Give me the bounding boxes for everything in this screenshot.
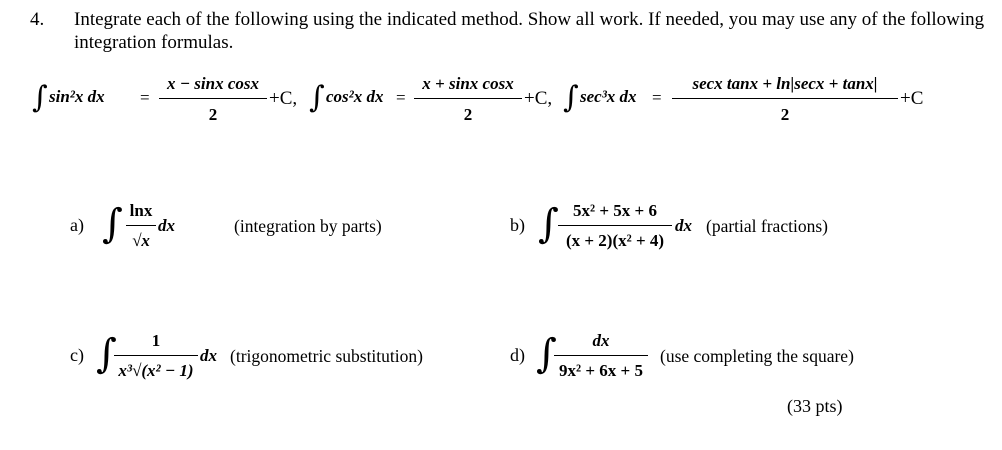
part-a [0, 195, 480, 265]
part-a-label: a) [70, 215, 84, 235]
part-c-fraction [114, 331, 198, 389]
integral-sign: ∫ [102, 201, 123, 247]
fraction-bar [114, 355, 198, 356]
part-d-fraction [554, 331, 648, 389]
formula-1-denominator: 2 [208, 105, 218, 124]
integral-sign: ∫ [536, 331, 557, 377]
formula-2-integrand: cos²x dx [326, 87, 384, 106]
formula-1-equals: = [140, 88, 150, 107]
part-d-label: d) [510, 345, 525, 365]
formula-2-numerator: x + sinx cosx [422, 74, 514, 93]
part-d-denominator: 9x² + 6x + 5 [559, 361, 643, 380]
integral-sign: ∫ [96, 331, 117, 377]
part-c-differential: dx [200, 346, 217, 365]
integral-sign: ∫ [538, 201, 559, 247]
formula-3-denominator: 2 [780, 105, 790, 124]
part-b-label: b) [510, 215, 525, 235]
formula-2-equals: = [396, 88, 406, 107]
fraction-bar [159, 98, 267, 99]
part-b-method: (partial fractions) [706, 216, 828, 236]
part-c-method: (trigonometric substitution) [230, 346, 423, 366]
part-b-differential: dx [675, 216, 692, 235]
formula-1-fraction [159, 74, 267, 128]
points-label: (33 pts) [787, 396, 843, 416]
formula-3-fraction [672, 74, 898, 128]
formula-3-integrand: sec³x dx [580, 87, 637, 106]
part-a-numerator: lnx [129, 201, 153, 220]
integral-sign: ∫ [563, 80, 579, 115]
formula-3-constant: +C [900, 88, 924, 109]
part-a-differential: dx [158, 216, 175, 235]
part-d [480, 325, 1000, 395]
part-c-label: c) [70, 345, 84, 365]
part-b [480, 195, 1000, 265]
formula-3-equals: = [652, 88, 662, 107]
formula-2-denominator: 2 [463, 105, 473, 124]
fraction-bar [558, 225, 672, 226]
fraction-bar [126, 225, 156, 226]
problem-number: 4. [30, 9, 45, 30]
problem-text: Integrate each of the following using the indicated method. Show all work. If needed, you may use any of the following integration formulas. [74, 9, 985, 53]
formula-1-integrand: sin²x dx [49, 87, 105, 106]
fraction-bar [554, 355, 648, 356]
formula-3-numerator: secx tanx + ln|secx + tanx| [692, 74, 878, 93]
integral-sign: ∫ [32, 80, 48, 115]
part-c [0, 325, 480, 395]
part-c-numerator: 1 [151, 331, 161, 350]
formula-2-fraction [414, 74, 522, 128]
integral-sign: ∫ [309, 80, 325, 115]
part-b-numerator: 5x² + 5x + 6 [573, 201, 657, 220]
formula-1-constant: +C, [269, 88, 298, 109]
formula-row [0, 70, 1002, 130]
part-d-method: (use completing the square) [660, 346, 854, 366]
part-a-denominator: √x [132, 231, 150, 250]
fraction-bar [672, 98, 898, 99]
formula-2-constant: +C, [524, 88, 553, 109]
part-c-denominator: x³√(x² − 1) [118, 361, 194, 380]
part-d-numerator: dx [592, 331, 610, 350]
part-a-fraction [126, 201, 156, 259]
part-b-denominator: (x + 2)(x² + 4) [565, 231, 665, 250]
fraction-bar [414, 98, 522, 99]
part-b-fraction [558, 201, 672, 259]
formula-1-numerator: x − sinx cosx [166, 74, 259, 93]
part-a-method: (integration by parts) [234, 216, 382, 236]
